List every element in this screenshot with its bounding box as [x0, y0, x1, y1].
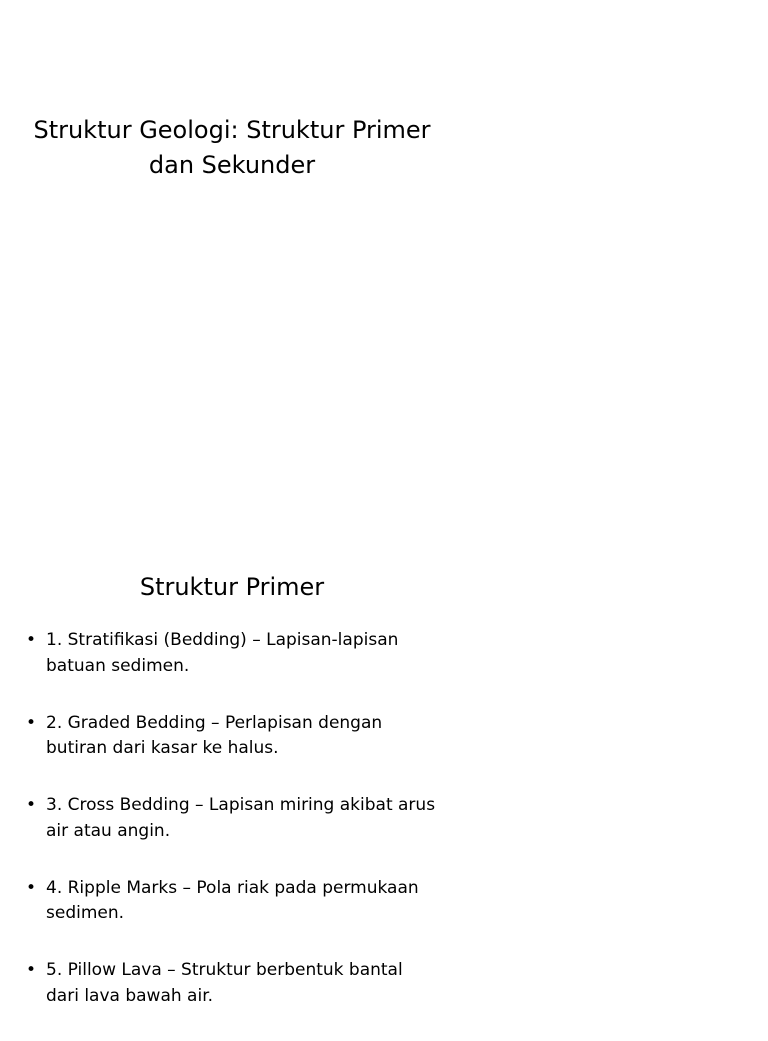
list-item: [26, 628, 441, 679]
bullet-icon: •: [26, 960, 37, 980]
bullet-icon: •: [26, 795, 37, 815]
list-item-text: 4. Ripple Marks – Pola riak pada permukaan sedimen.: [46, 877, 419, 923]
list-item-text: 5. Pillow Lava – Struktur berbentuk bantal dari lava bawah air.: [46, 960, 403, 1006]
bullet-list: [26, 628, 441, 1041]
bullet-icon: •: [26, 712, 37, 733]
list-item-text: 2. Graded Bedding – Perlapisan dengan butiran dari kasar ke halus.: [46, 712, 383, 758]
slide-title: Struktur Geologi: Struktur Primer dan Sekunder: [33, 116, 431, 179]
list-item: [26, 958, 441, 1009]
list-item: [26, 793, 441, 844]
list-item: [26, 876, 441, 927]
bullet-icon: •: [26, 877, 37, 898]
bullet-icon: •: [26, 630, 37, 650]
list-item: [26, 711, 441, 762]
section-heading: Struktur Primer: [139, 573, 325, 601]
list-item-text: 3. Cross Bedding – Lapisan miring akibat arus air atau angin.: [46, 795, 436, 841]
list-item-text: 1. Stratifikasi (Bedding) – Lapisan-lapisan batuan sedimen.: [46, 630, 399, 676]
